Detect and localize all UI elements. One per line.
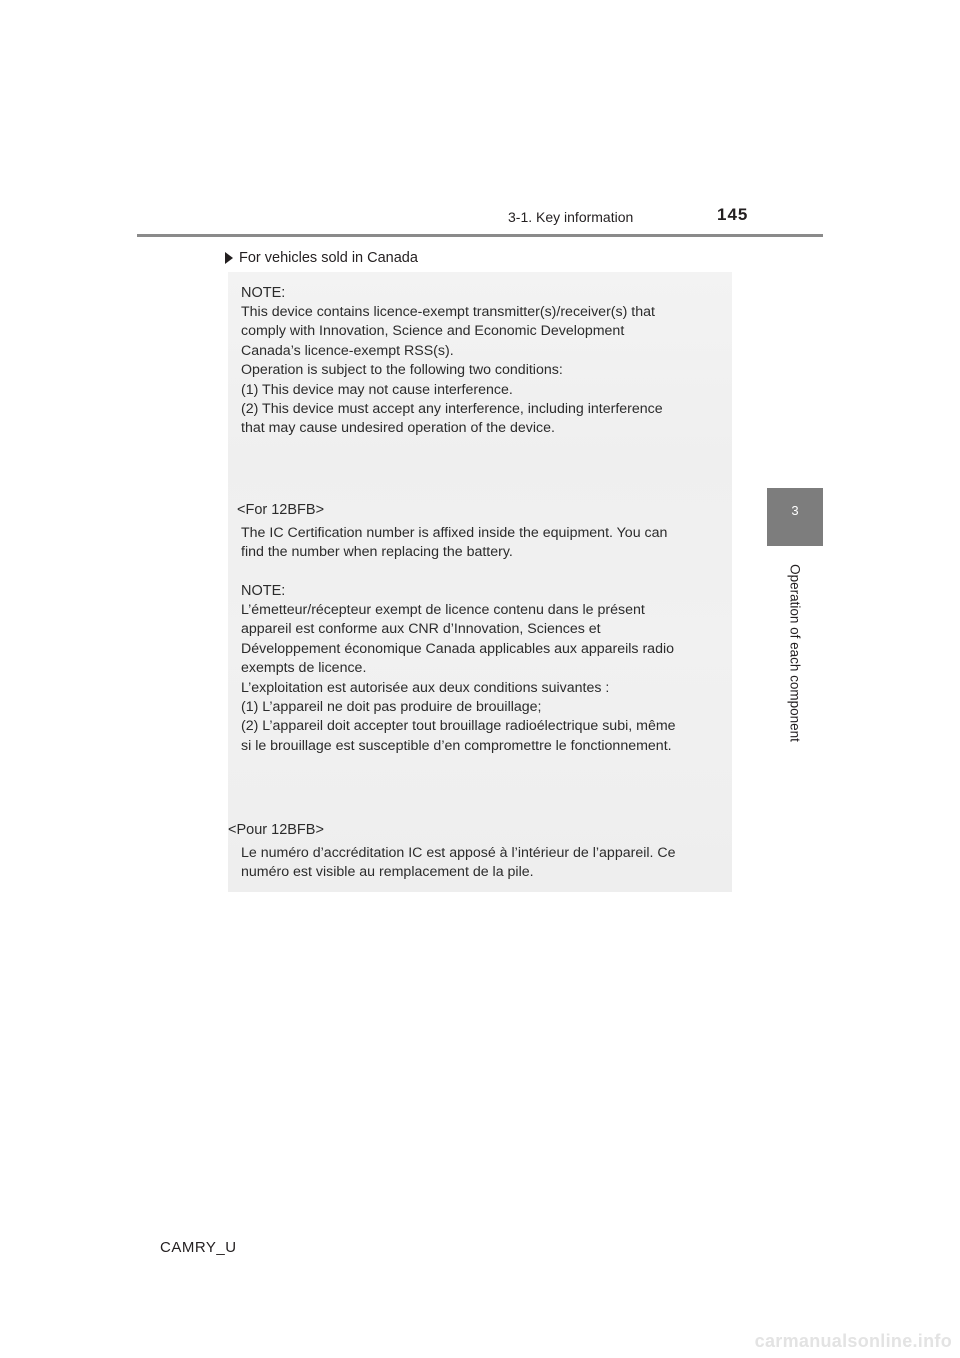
chapter-number: 3 [791,503,799,518]
section-heading-text: For vehicles sold in Canada [239,250,418,266]
note-fr-title: NOTE: [241,583,286,599]
scanned-label-image [228,272,732,892]
watermark: carmanualsonline.info [754,1331,952,1351]
section-heading [225,250,418,266]
note-en-body: This device contains licence-exempt transmitter(s)/receiver(s) that comply with Innovation, Science and Economic Development Canada’s licence-exempt RSS(s). Operation is subject to the following two conditions: (1) This device may not cause interference. (2) This device must accept any interference, including interference that may cause undesired operation of the device. [241,304,663,437]
for-12bfb-tag: <For 12BFB> [237,502,325,518]
triangle-bullet-icon [225,252,233,264]
chapter-title: Operation of each component [787,564,803,742]
header-rule [137,234,823,237]
footer-model-code: CAMRY_U [160,1239,237,1256]
page-number: 145 [717,205,749,224]
pour-12bfb-body: Le numéro d’accréditation IC est apposé à l’intérieur de l’appareil. Ce numéro est visible au remplacement de la pile. [241,845,676,881]
for-12bfb-body: The IC Certification number is affixed inside the equipment. You can find the number when replacing the battery. [241,525,668,561]
note-fr-body: L’émetteur/récepteur exempt de licence contenu dans le présent appareil est conforme aux CNR d’Innovation, Sciences et Développement économique Canada applicables aux appareils radio exempts de licence. L’exploitation est autorisée aux deux conditions suivantes : (1) L’appareil ne doit pas produire de brouillage; (2) L’appareil doit accepter tout brouillage radioélectrique subi, même si le brouillage est susceptible d’en compromettre le fonctionnement. [241,602,676,754]
note-en-title: NOTE: [241,285,286,301]
pour-12bfb-tag: <Pour 12BFB> [228,822,324,838]
header-section-title: 3-1. Key information [508,209,634,225]
